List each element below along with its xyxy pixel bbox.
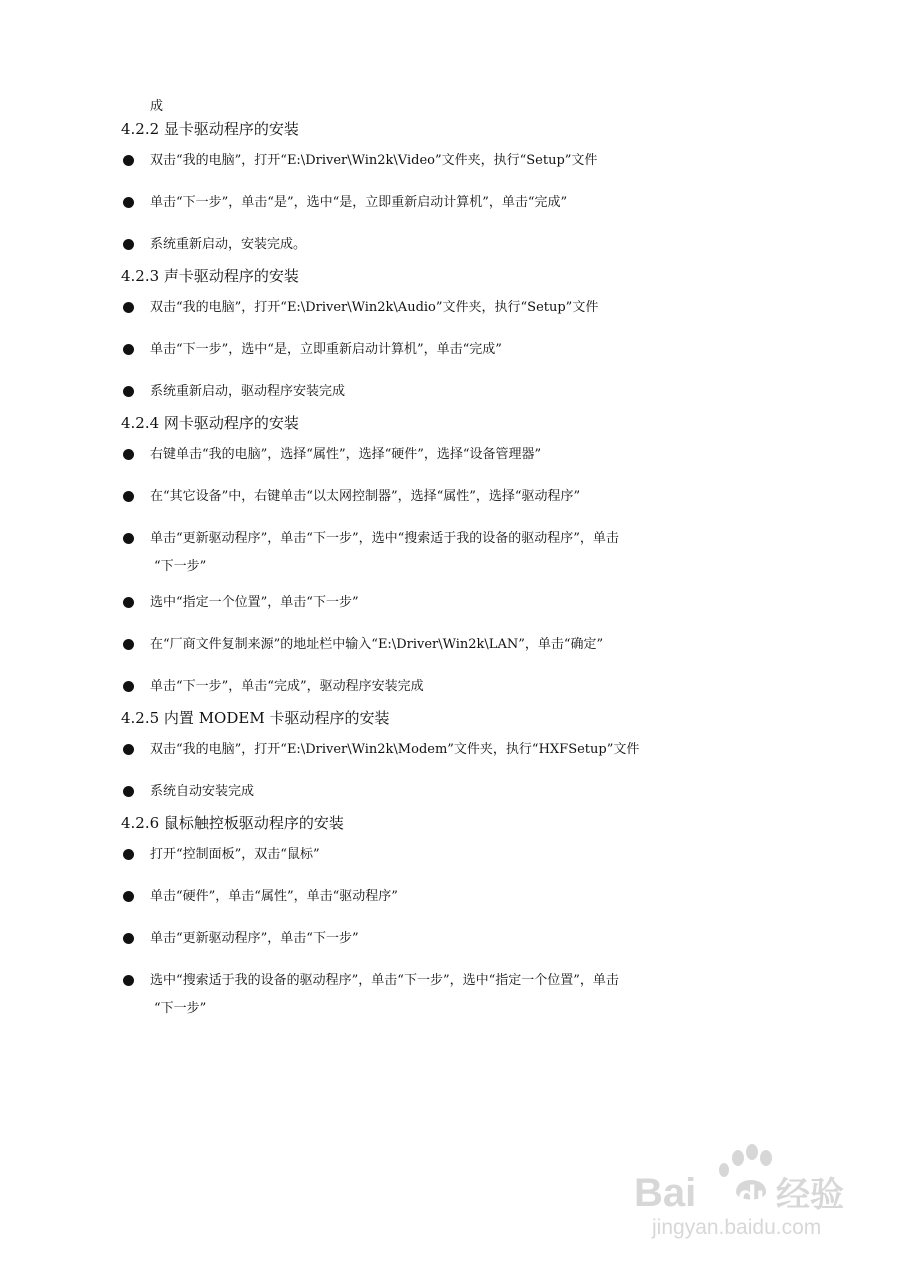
list-item-continuation: “下一步” (154, 1001, 207, 1016)
watermark-brand-du: du (738, 1180, 775, 1213)
list-item: 单击“下一步”，单击“是”，选中“是，立即重新启动计算机”，单击“完成” (150, 193, 567, 213)
section-heading-4-2-2: 4.2.2 显卡驱动程序的安装 (121, 120, 299, 138)
list-item: 双击“我的电脑”，打开“E:\Driver\Win2k\Modem”文件夹，执行“HXFSetup”文件 (150, 740, 639, 760)
section-heading-4-2-6: 4.2.6 鼠标触控板驱动程序的安装 (121, 814, 344, 832)
watermark-logo (632, 1140, 862, 1240)
list-item: 系统重新启动，驱动程序安装完成 (150, 382, 345, 402)
list-item: 单击“更新驱动程序”，单击“下一步”，选中“搜索适于我的设备的驱动程序”，单击 “下一步” (150, 529, 619, 549)
list-item: 单击“更新驱动程序”，单击“下一步” (150, 929, 359, 949)
list-item: 选中“搜索适于我的设备的驱动程序”，单击“下一步”，选中“指定一个位置”，单击 “下一步” (150, 971, 619, 991)
list-item: 在“厂商文件复制来源”的地址栏中输入“E:\Driver\Win2k\LAN”，单击“确定” (150, 635, 603, 655)
list-item: 单击“下一步”，单击“完成”，驱动程序安装完成 (150, 677, 424, 697)
list-item: 选中“指定一个位置”，单击“下一步” (150, 593, 359, 613)
list-item: 系统自动安装完成 (150, 782, 254, 802)
watermark-brand: Bai (634, 1171, 697, 1215)
watermark-suffix: 经验 (776, 1175, 844, 1215)
watermark-url: jingyan.baidu.com (652, 1216, 822, 1239)
section-heading-4-2-4: 4.2.4 网卡驱动程序的安装 (121, 414, 299, 432)
list-item: 系统重新启动，安装完成。 (150, 235, 306, 255)
list-item: 双击“我的电脑”，打开“E:\Driver\Win2k\Audio”文件夹，执行“Setup”文件 (150, 298, 598, 318)
section-heading-4-2-3: 4.2.3 声卡驱动程序的安装 (121, 267, 299, 285)
section-heading-4-2-5: 4.2.5 内置 MODEM 卡驱动程序的安装 (121, 709, 390, 727)
list-item: 打开“控制面板”，双击“鼠标” (150, 845, 320, 865)
continuation-text: 成 (150, 99, 164, 114)
list-item: 单击“硬件”，单击“属性”，单击“驱动程序” (150, 887, 398, 907)
list-item: 双击“我的电脑”，打开“E:\Driver\Win2k\Video”文件夹，执行“Setup”文件 (150, 151, 597, 171)
list-item-continuation: “下一步” (154, 559, 207, 574)
list-item: 在“其它设备”中，右键单击“以太网控制器”，选择“属性”，选择“驱动程序” (150, 487, 580, 507)
list-item: 右键单击“我的电脑”，选择“属性”，选择“硬件”，选择“设备管理器” (150, 445, 541, 465)
list-item: 单击“下一步”，选中“是，立即重新启动计算机”，单击“完成” (150, 340, 502, 360)
baidu-jingyan-watermark (632, 1140, 862, 1240)
